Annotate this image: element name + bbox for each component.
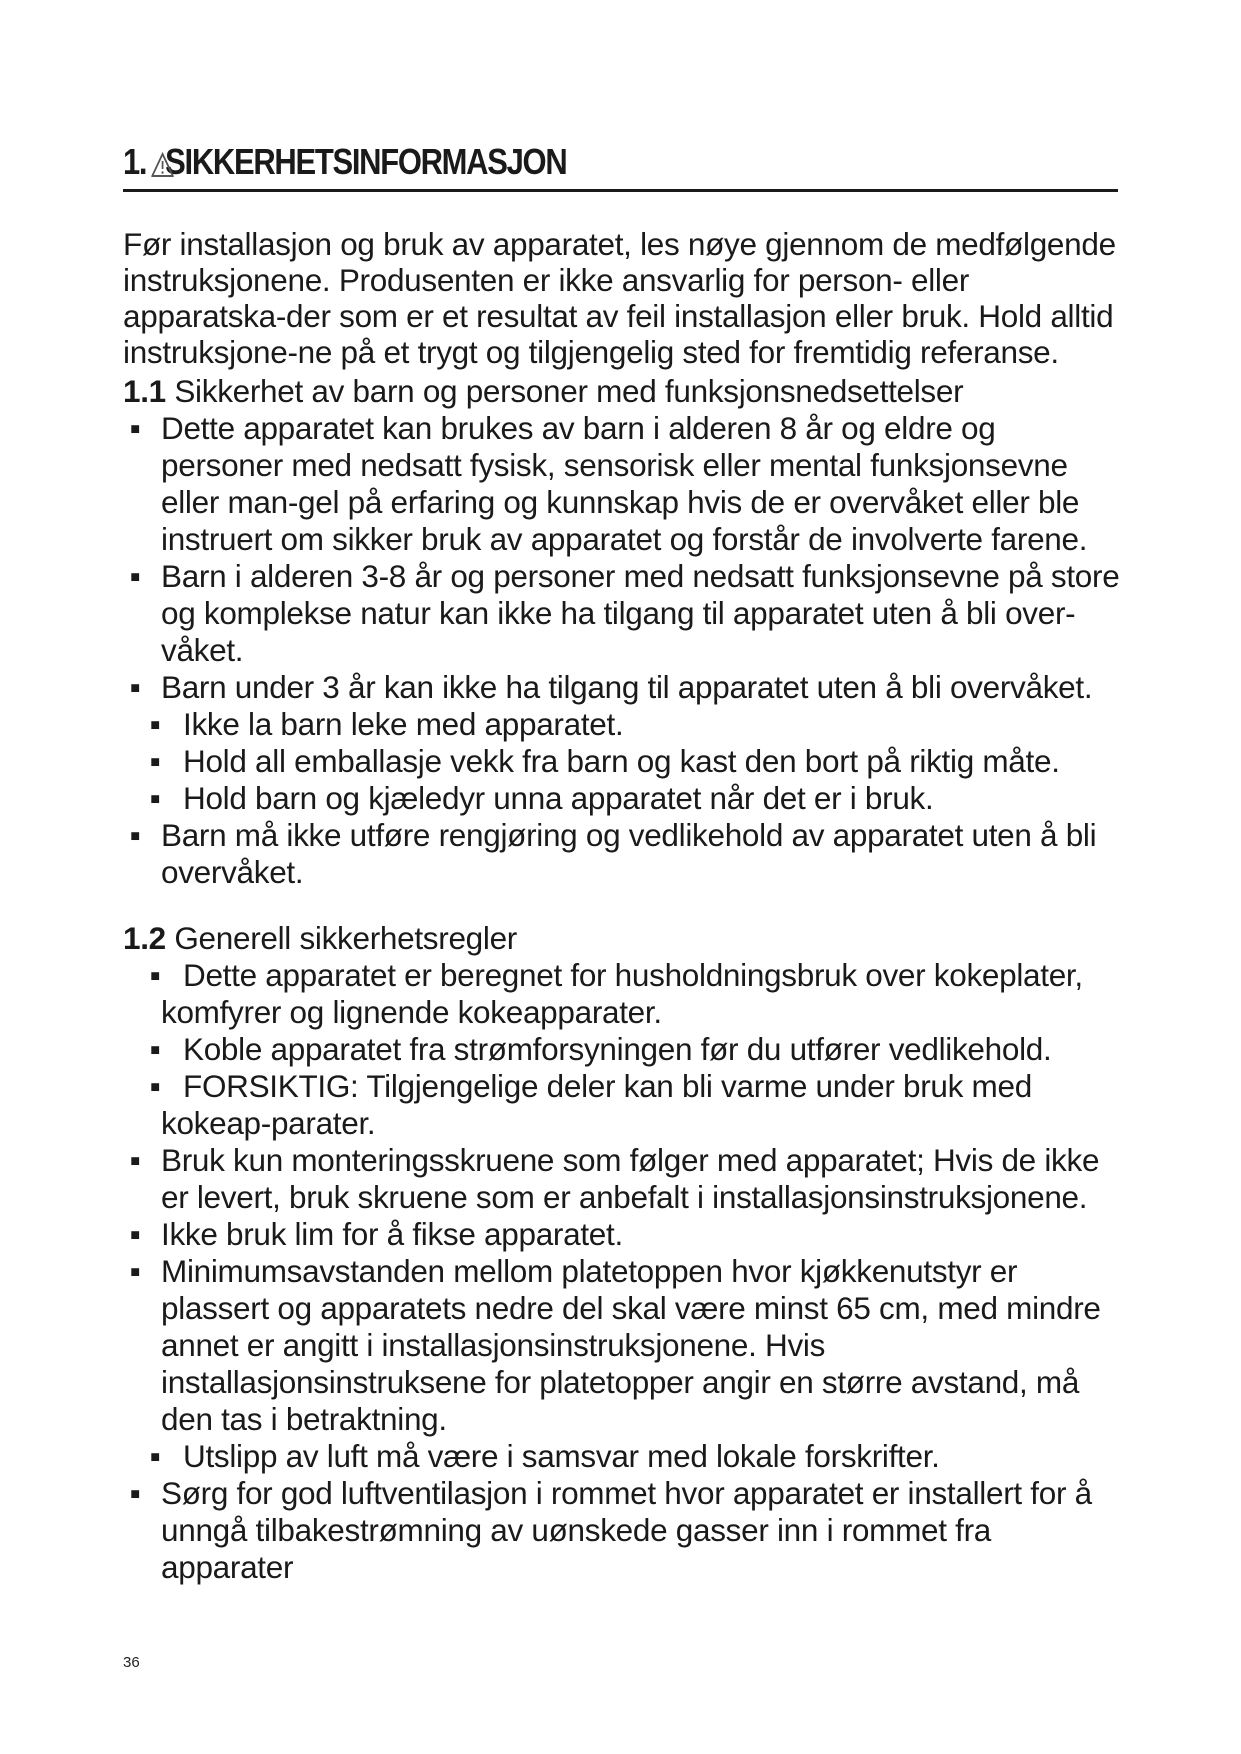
heading-number: 1. [123, 141, 147, 182]
list-item-text: Bruk kun monteringsskruene som følger med apparatet; Hvis de ikke er levert, bruk skruene som er anbefalt i installasjonsinstruksjonene. [161, 1142, 1100, 1215]
section-1-1-list [123, 410, 1123, 891]
list-item [123, 558, 1123, 669]
list-item [123, 957, 1123, 1031]
bullet-icon: ▪ [149, 706, 161, 742]
bullet-icon: ▪ [129, 1253, 141, 1289]
list-item-text: Minimumsavstanden mellom platetoppen hvor kjøkkenutstyr er plassert og apparatets nedre del skal være minst 65 cm, med mindre annet er angitt i installasjonsinstruksjonene. Hvis installasjonsinstruksene for platetopper angir en større avstand, må den tas i betraktning. [161, 1253, 1101, 1437]
list-item-text: Utslipp av luft må være i samsvar med lokale forskrifter. [183, 1438, 940, 1474]
intro-paragraph: Før installasjon og bruk av apparatet, les nøye gjennom de medfølgende instruksjonene. Produsenten er ikke ansvarlig for person- eller apparatska-der som er et resultat av feil installasjon eller bruk. Hold alltid instruksjone-ne på et trygt og tilgjengelig sted for fremtidig referanse. [123, 226, 1116, 370]
list-item [123, 780, 1123, 817]
section-number: 1.2 [123, 920, 166, 956]
list-item-text: FORSIKTIG: Tilgjengelige deler kan bli varme under bruk med kokeap-parater. [161, 1068, 1032, 1141]
list-item [123, 1216, 1123, 1253]
bullet-icon: ▪ [129, 1216, 141, 1252]
bullet-icon: ▪ [149, 957, 161, 993]
list-item-text: Koble apparatet fra strømforsyningen før du utfører vedlikehold. [183, 1031, 1052, 1067]
list-item [123, 743, 1123, 780]
bullet-icon: ▪ [129, 1142, 141, 1178]
bullet-icon: ▪ [129, 817, 141, 853]
spacer [123, 891, 1123, 919]
section-1-2-list [123, 957, 1123, 1586]
list-item-text: Dette apparatet kan brukes av barn i alderen 8 år og eldre og personer med nedsatt fysisk, sensorisk eller mental funksjonsevne eller man-gel på erfaring og kunnskap hvis de er overvåket eller ble instruert om sikker bruk av apparatet og forstår de involverte farene. [161, 410, 1088, 557]
list-item-text: Hold all emballasje vekk fra barn og kast den bort på riktig måte. [183, 743, 1060, 779]
bullet-icon: ▪ [129, 410, 141, 446]
section-title: Sikkerhet av barn og personer med funksjonsnedsettelser [174, 373, 964, 409]
list-item [123, 706, 1123, 743]
list-item [123, 1438, 1123, 1475]
list-item-text: Hold barn og kjæledyr unna apparatet når det er i bruk. [183, 780, 934, 816]
document-body [123, 226, 1123, 1586]
bullet-icon: ▪ [149, 1068, 161, 1104]
list-item-text: Barn under 3 år kan ikke ha tilgang til apparatet uten å bli overvåket. [161, 669, 1093, 705]
warning-triangle-icon [151, 152, 173, 178]
section-1-1-heading [123, 372, 1123, 410]
bullet-icon: ▪ [149, 780, 161, 816]
section-heading [123, 142, 1118, 192]
bullet-icon: ▪ [149, 743, 161, 779]
list-item [123, 1142, 1123, 1216]
page-number: 36 [123, 1654, 140, 1671]
bullet-icon: ▪ [129, 669, 141, 705]
list-item [123, 1253, 1123, 1438]
section-title: Generell sikkerhetsregler [174, 920, 517, 956]
heading-line [123, 142, 566, 182]
section-number: 1.1 [123, 373, 166, 409]
heading-title: SIKKERHETSINFORMASJON [165, 141, 567, 182]
list-item [123, 1475, 1123, 1586]
list-item [123, 410, 1123, 558]
list-item-text: Sørg for god luftventilasjon i rommet hvor apparatet er installert for å unngå tilbakestrømning av uønskede gasser inn i rommet fra apparater [161, 1475, 1092, 1585]
list-item-text: Dette apparatet er beregnet for husholdningsbruk over kokeplater, komfyrer og lignende kokeapparater. [161, 957, 1083, 1030]
section-1-2-heading [123, 919, 1123, 957]
list-item [123, 1068, 1123, 1142]
list-item-text: Barn i alderen 3-8 år og personer med nedsatt funksjonsevne på store og komplekse natur kan ikke ha tilgang til apparatet uten å bli over-våket. [161, 558, 1120, 668]
list-item [123, 817, 1123, 891]
bullet-icon: ▪ [149, 1438, 161, 1474]
list-item-text: Ikke la barn leke med apparatet. [183, 706, 624, 742]
bullet-icon: ▪ [129, 558, 141, 594]
bullet-icon: ▪ [149, 1031, 161, 1067]
list-item [123, 1031, 1123, 1068]
list-item [123, 669, 1123, 706]
bullet-icon: ▪ [129, 1475, 141, 1511]
list-item-text: Barn må ikke utføre rengjøring og vedlikehold av apparatet uten å bli overvåket. [161, 817, 1097, 890]
list-item-text: Ikke bruk lim for å fikse apparatet. [161, 1216, 623, 1252]
